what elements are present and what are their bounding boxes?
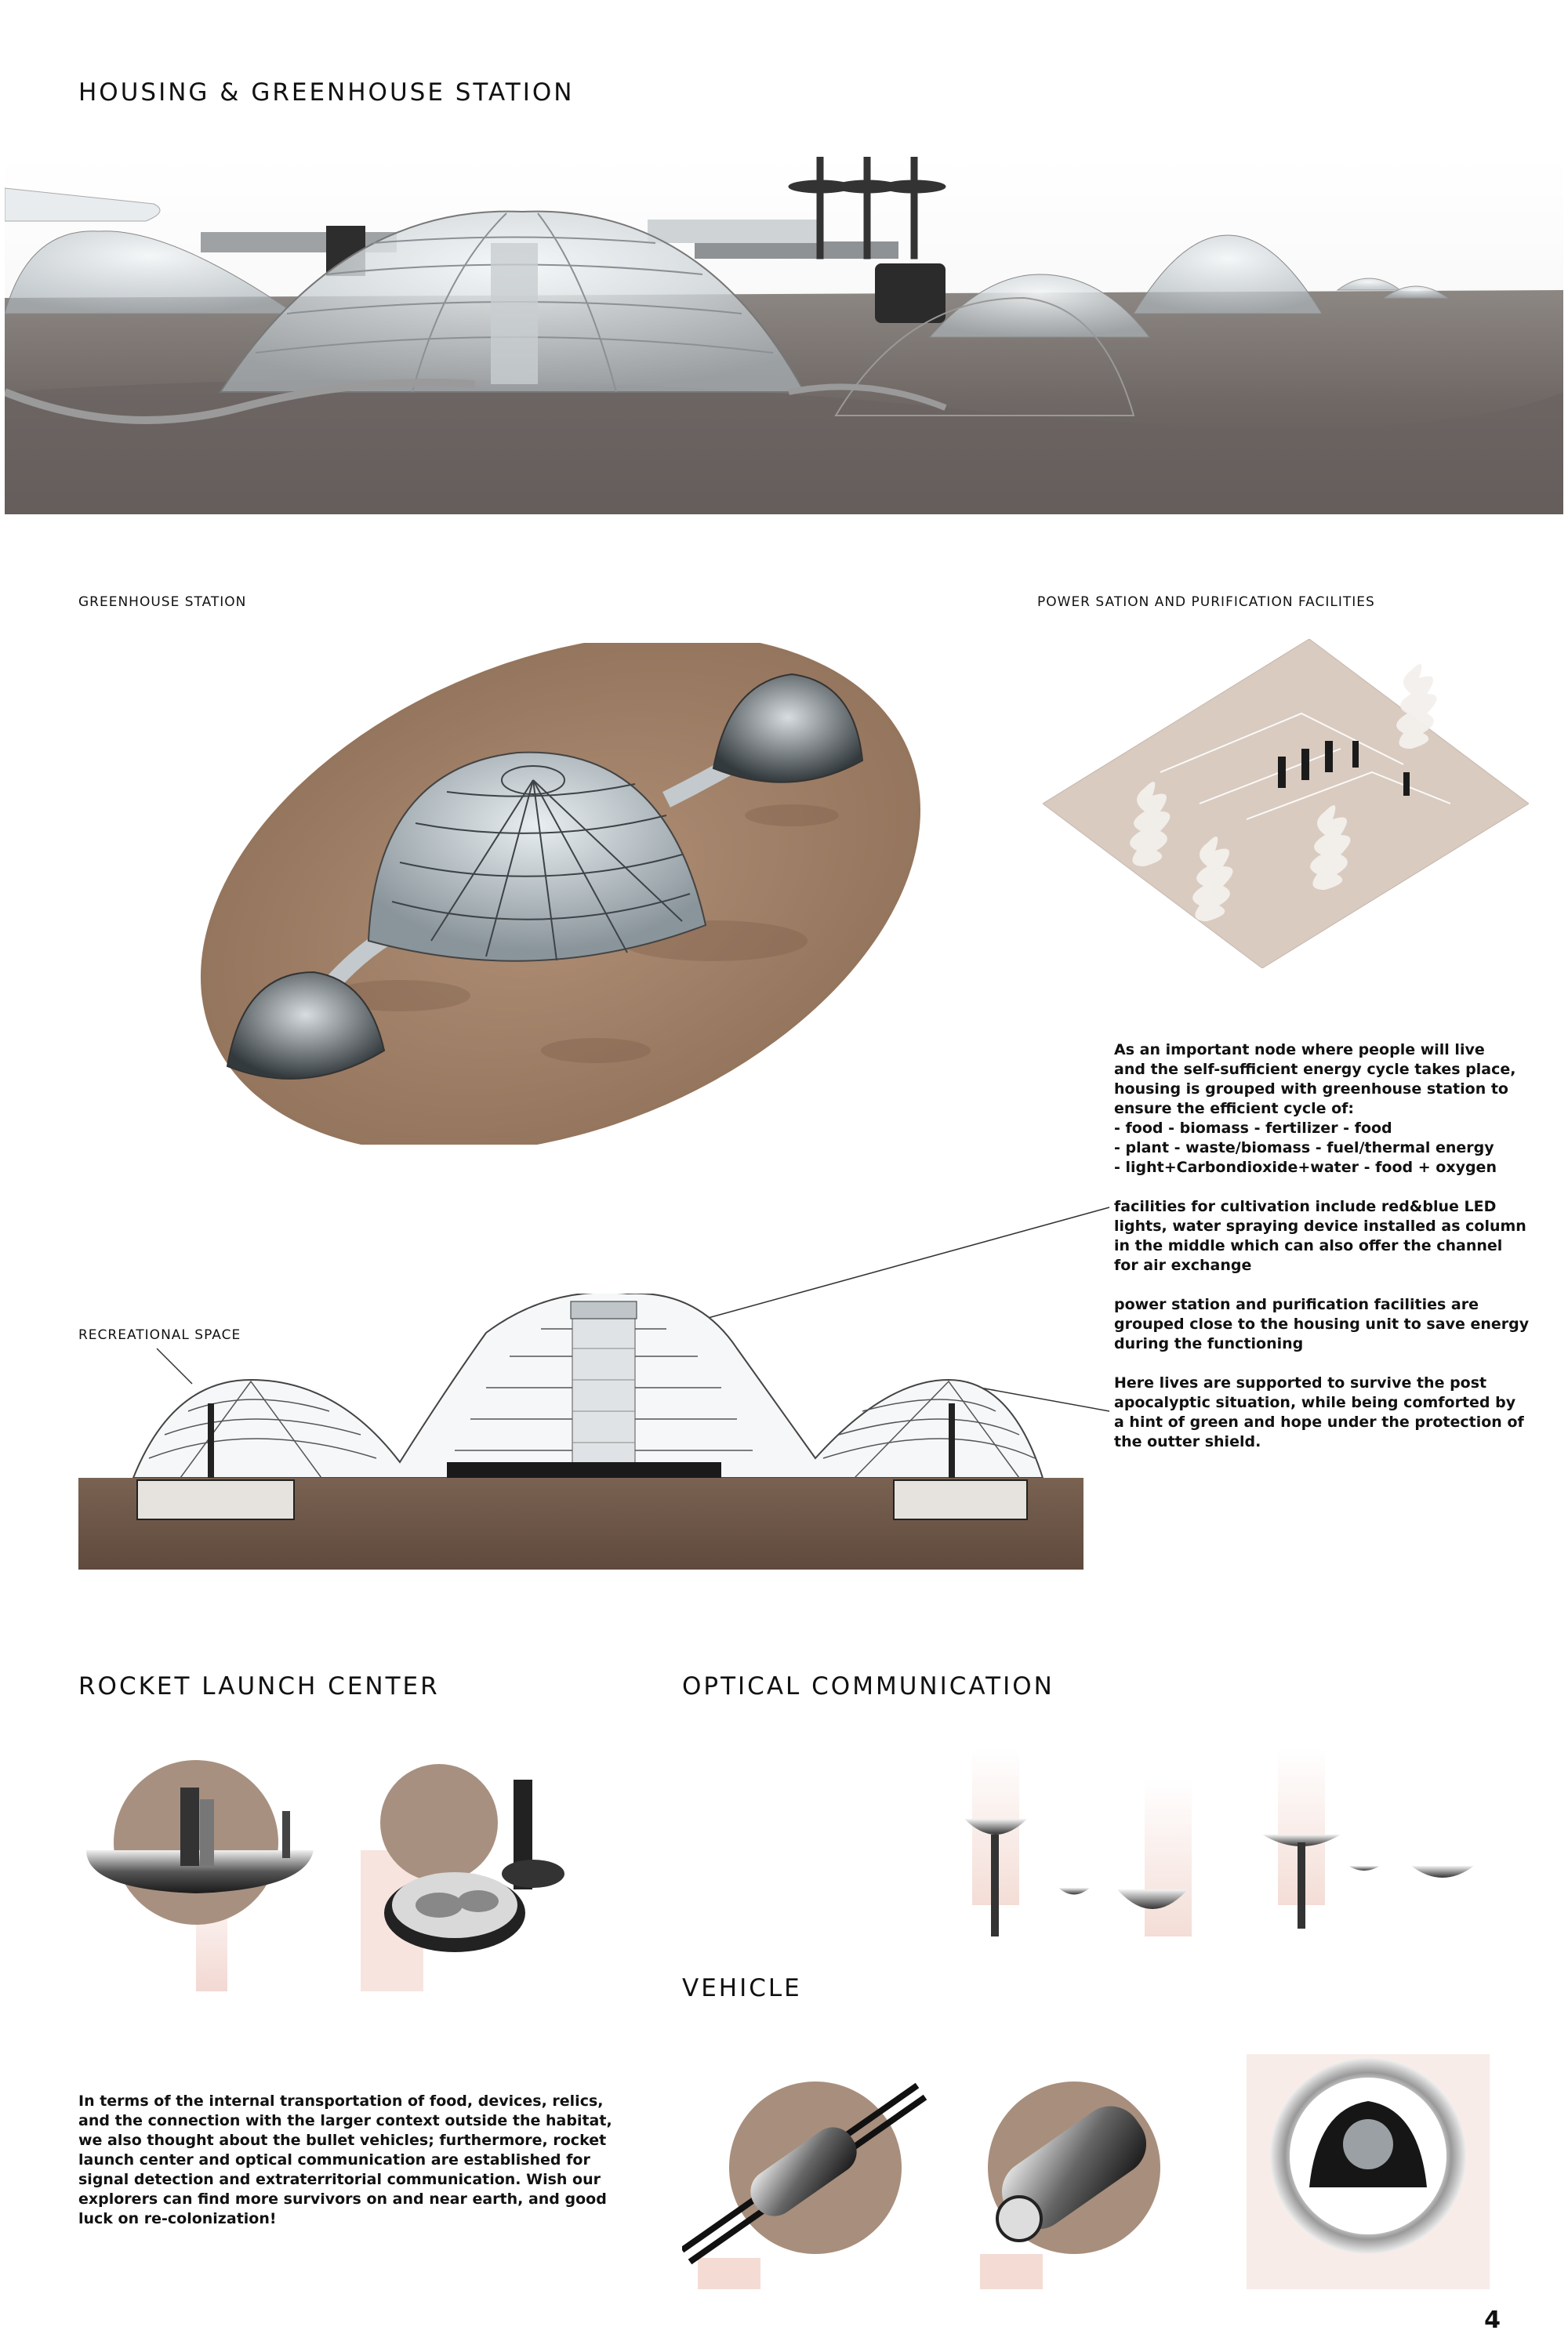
greenhouse-section-drawing xyxy=(78,1294,1083,1570)
description-p2: facilities for cultivation include red&blue LED lights, water spraying device installed as column in the middle which can also offer the channel for air exchange xyxy=(1114,1198,1526,1274)
recreational-space-caption: RECREATIONAL SPACE xyxy=(78,1327,241,1343)
description-p1: As an important node where people will live and the self-sufficient energy cycle takes place, housing is grouped with greenhouse station to ensure the efficient cycle of: - food - biomass - fertilizer - food - plant - waste/biomass - fuel/thermal energy - light+Carbondioxide+water - food + oxygen xyxy=(1114,1041,1516,1176)
rocket-launch-render-1 xyxy=(78,1756,329,1991)
page-number: 4 xyxy=(1484,2307,1501,2334)
bottom-description-text: In terms of the internal transportation of food, devices, relics, and the connection with the larger context outside the habitat, we also thought about the bullet vehicles; furthermore, rocket launch center and optical communication are established for signal detection and extraterritorial communication. Wish our explorers can find more survivors on and near earth, and good luck on re-colonization! xyxy=(78,2092,612,2227)
greenhouse-caption: GREENHOUSE STATION xyxy=(78,594,247,610)
description-p3: power station and purification facilities are grouped close to the housing unit to save energy during the functioning xyxy=(1114,1296,1530,1352)
optical-dish-renders xyxy=(941,1748,1490,1960)
rocket-launch-title: ROCKET LAUNCH CENTER xyxy=(78,1672,440,1700)
optical-communication-title: OPTICAL COMMUNICATION xyxy=(682,1672,1054,1700)
description-p4: Here lives are supported to survive the post apocalyptic situation, while being comforted by a hint of green and hope under the protection of the outter shield. xyxy=(1114,1374,1524,1450)
rocket-launch-render-2 xyxy=(361,1756,596,1991)
bottom-description xyxy=(78,2092,627,2229)
housing-title: HOUSING & GREENHOUSE STATION xyxy=(78,78,575,107)
power-station-caption: POWER SATION AND PURIFICATION FACILITIES xyxy=(1037,594,1375,610)
vehicle-title: VEHICLE xyxy=(682,1974,802,2002)
bullet-vehicle-renders xyxy=(682,2054,1490,2289)
